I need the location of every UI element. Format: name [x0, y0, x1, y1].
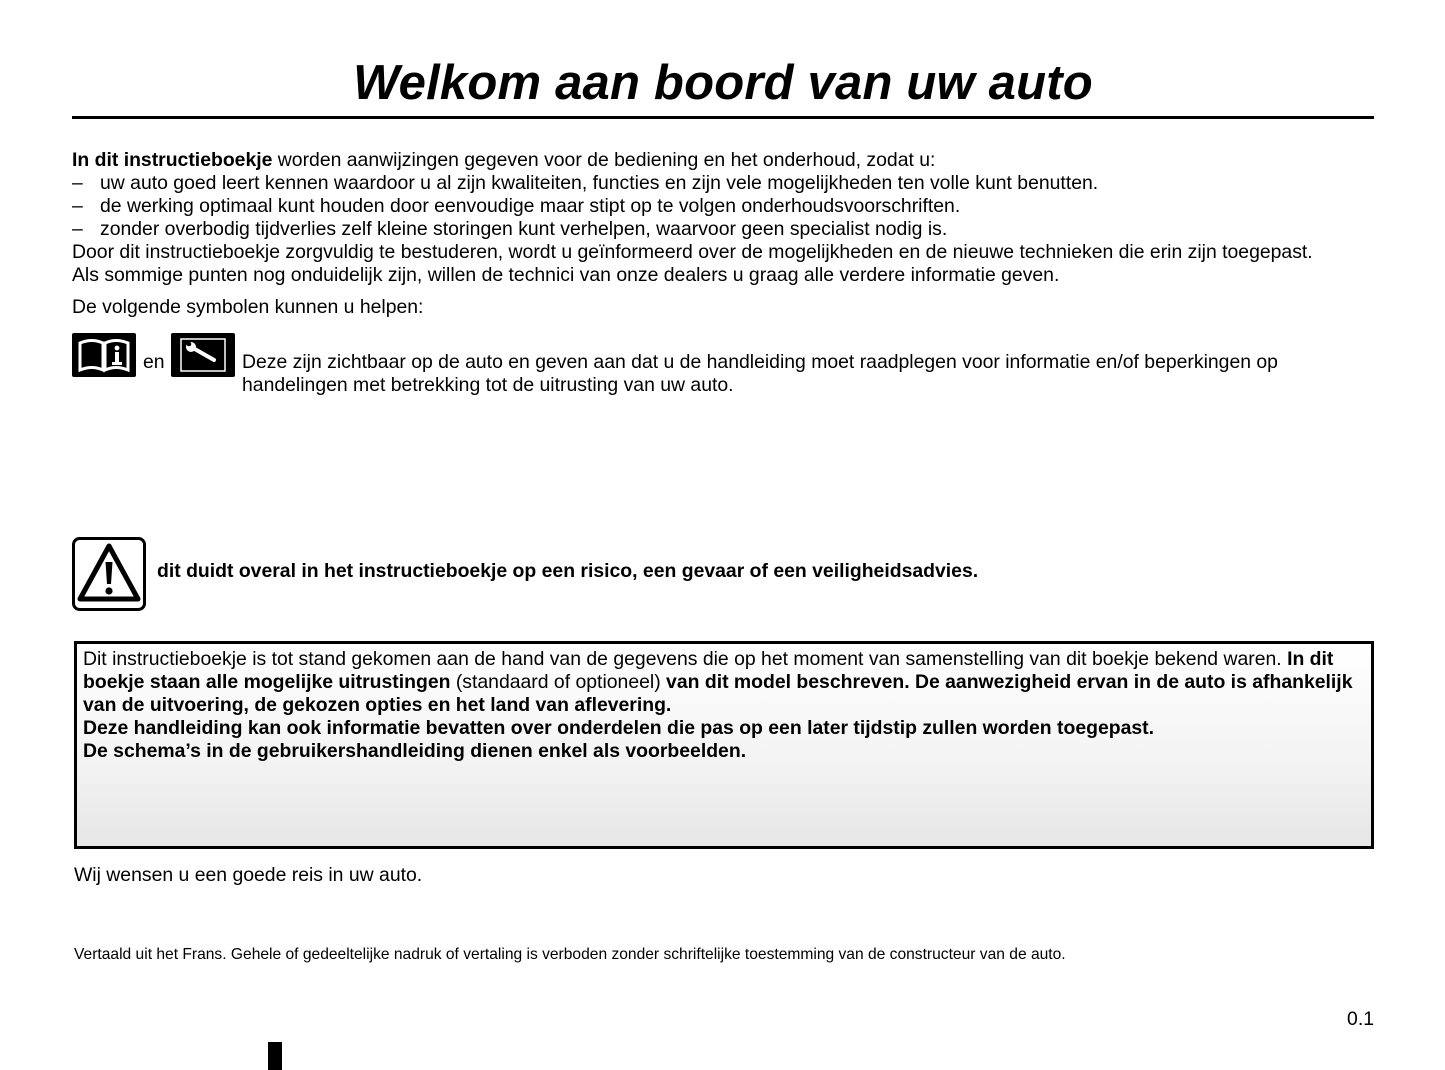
- page-title: Welkom aan boord van uw auto: [353, 56, 1093, 110]
- symbols-label: De volgende symbolen kunnen u helpen:: [72, 296, 424, 318]
- list-item-text: uw auto goed leert kennen waardoor u al zijn kwaliteiten, functies en zijn vele mogelijkheden ten volle kunt benutten.: [100, 172, 1099, 194]
- intro-lead: [72, 149, 1377, 172]
- wrench-icon: [171, 333, 235, 377]
- intro-dealers-line: Als sommige punten nog onduidelijk zijn, willen de technici van onze dealers u graag alle verdere informatie geven.: [72, 264, 1060, 286]
- page-edge-mark: [268, 1042, 282, 1070]
- intro-section: [72, 149, 1377, 287]
- and-label: en: [143, 351, 165, 373]
- list-dash: –: [72, 218, 83, 240]
- list-item-text: zonder overbodig tijdverlies zelf kleine storingen kunt verhelpen, waarvoor geen specialist nodig is.: [100, 218, 948, 240]
- list-item-text: de werking optimaal kunt houden door eenvoudige maar stipt op te volgen onderhoudsvoorschriften.: [100, 195, 961, 217]
- footnote: Vertaald uit het Frans. Gehele of gedeeltelijke nadruk of vertaling is verboden zonder schriftelijke toestemming van de constructeur van de auto.: [74, 946, 1066, 963]
- symbols-description: Deze zijn zichtbaar op de auto en geven aan dat u de handleiding moet raadplegen voor informatie en/of beperkingen op handelingen met betrekking tot de uitrusting van uw auto.: [242, 351, 1278, 396]
- notice-text: (standaard of optioneel): [450, 671, 667, 693]
- notice-text: Dit instructieboekje is tot stand gekomen aan de hand van de gegevens die op het moment van samenstelling van dit boekje bekend waren.: [83, 648, 1288, 670]
- list-dash: –: [72, 172, 83, 194]
- notice-bold-text: van dit model beschreven. De aanwezigheid ervan in de auto is afhankelijk van de uitvoering, de gekozen opties en het land van aflevering.: [83, 671, 1353, 716]
- intro-lead-bold: In dit instructieboekje: [72, 149, 273, 171]
- warning-triangle-icon: [72, 537, 146, 611]
- list-item: [72, 172, 1377, 195]
- list-item: [72, 195, 1377, 218]
- warning-text: dit duidt overal in het instructieboekje op een risico, een gevaar of een veiligheidsadvies.: [157, 560, 979, 582]
- notice-diagrams: De schema’s in de gebruikershandleiding dienen enkel als voorbeelden.: [83, 740, 747, 762]
- farewell-text: Wij wensen u een goede reis in uw auto.: [74, 864, 423, 886]
- notice-box: [74, 641, 1374, 849]
- notice-bold-text: In dit boekje staan alle mogelijke uitrustingen: [83, 648, 1334, 693]
- page-number: 0.1: [1347, 1008, 1374, 1030]
- list-item: [72, 218, 1377, 241]
- list-dash: –: [72, 195, 83, 217]
- intro-study-line: Door dit instructieboekje zorgvuldig te bestuderen, wordt u geïnformeerd over de mogelijkheden en de nieuwe technieken die erin zijn toegepast.: [72, 241, 1313, 263]
- intro-lead-rest: worden aanwijzingen gegeven voor de bediening en het onderhoud, zodat u:: [272, 149, 936, 171]
- notice-paragraph: [83, 648, 1363, 717]
- title-divider: [72, 116, 1374, 119]
- book-info-icon: [72, 333, 136, 377]
- notice-later-parts: Deze handleiding kan ook informatie bevatten over onderdelen die pas op een later tijdstip zullen worden toegepast.: [83, 717, 1154, 739]
